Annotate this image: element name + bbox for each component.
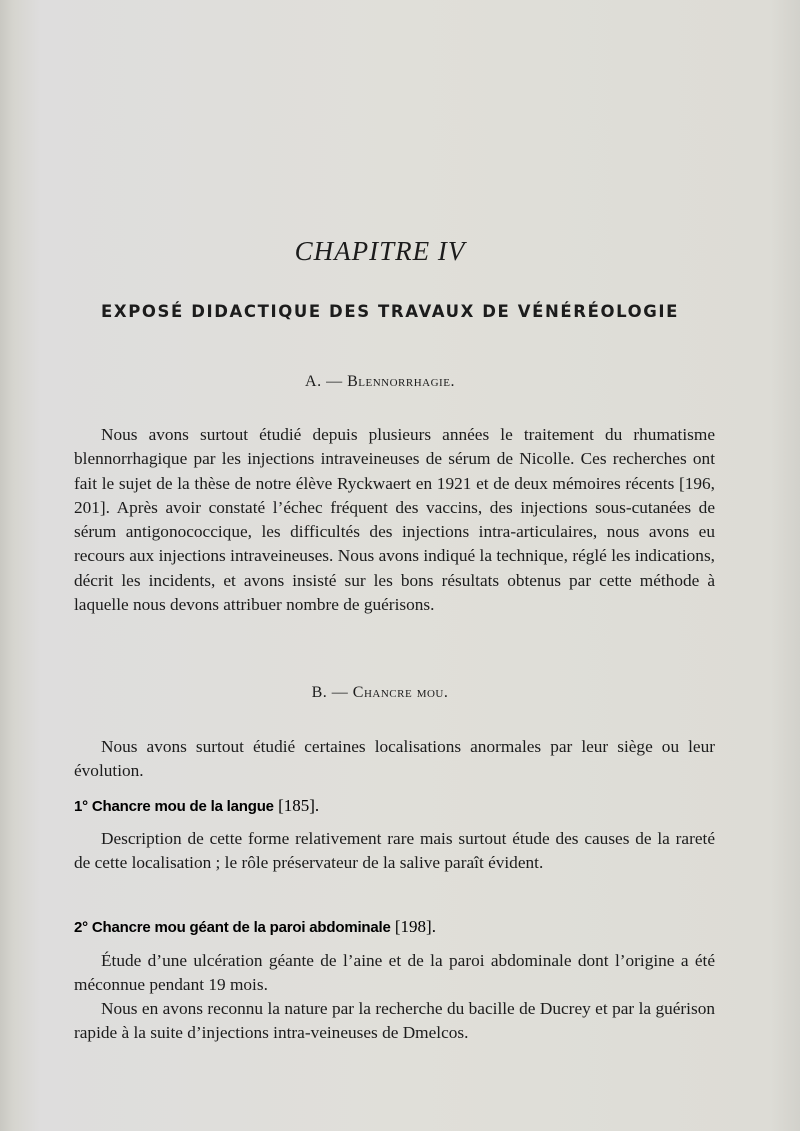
item-2-paragraph-1: Étude d’une ulcération géante de l’aine et de la paroi abdominale dont l’origine a été méconnue pendant 19 mois. xyxy=(74,951,715,995)
section-a-name: Blennorrhagie. xyxy=(347,373,455,390)
section-a-paragraph: Nous avons surtout étudié depuis plusieurs années le traitement du rhumatisme blennorrhagique par les injections intraveineuses de sérum de Nicolle. Ces recherches ont fait le sujet de la thèse de notre élève Ryckwaert en 1921 et de deux mémoires récents [196, 201]. Après avoir constaté l’échec fréquent des vaccins, des injections sous-cutanées de sérum antigonococcique, les difficultés des injections intra-articulaires, nous avons eu recours aux injections intraveineuses. Nous avons indiqué la technique, réglé les indications, décrit les incidents, et avons insisté sur les bons résultats obtenus par cette méthode à laquelle nous devons attribuer nombre de guérisons. xyxy=(74,425,715,615)
item-1-heading xyxy=(74,796,715,816)
section-a-heading xyxy=(0,373,760,391)
item-1-ref: [185]. xyxy=(273,796,320,815)
section-b-prefix: B. — xyxy=(311,684,353,701)
item-2-paragraph-2: Nous en avons reconnu la nature par la recherche du bacille de Ducrey et par la guérison rapide à la suite d’injections intra-veineuses de Dmelcos. xyxy=(74,999,715,1043)
section-a-prefix: A. — xyxy=(305,373,348,390)
item-2-label: 2° Chancre mou géant de la paroi abdominale xyxy=(74,919,391,936)
section-b-name: Chancre mou. xyxy=(352,684,449,701)
chapter-subtitle: EXPOSÉ DIDACTIQUE DES TRAVAUX DE VÉNÉRÉOLOGIE xyxy=(101,302,679,321)
chapter-title: CHAPITRE IV xyxy=(294,236,466,266)
item-2-ref: [198]. xyxy=(390,917,436,936)
item-2-heading xyxy=(74,917,715,937)
item-1-paragraph: Description de cette forme relativement rare mais surtout étude des causes de la rareté de cette localisation ; le rôle préservateur de la salive paraît évident. xyxy=(74,829,715,873)
section-b-heading xyxy=(0,684,760,702)
section-b-intro: Nous avons surtout étudié certaines localisations anormales par leur siège ou leur évolution. xyxy=(74,737,715,781)
item-1-label: 1° Chancre mou de la langue xyxy=(74,798,274,815)
